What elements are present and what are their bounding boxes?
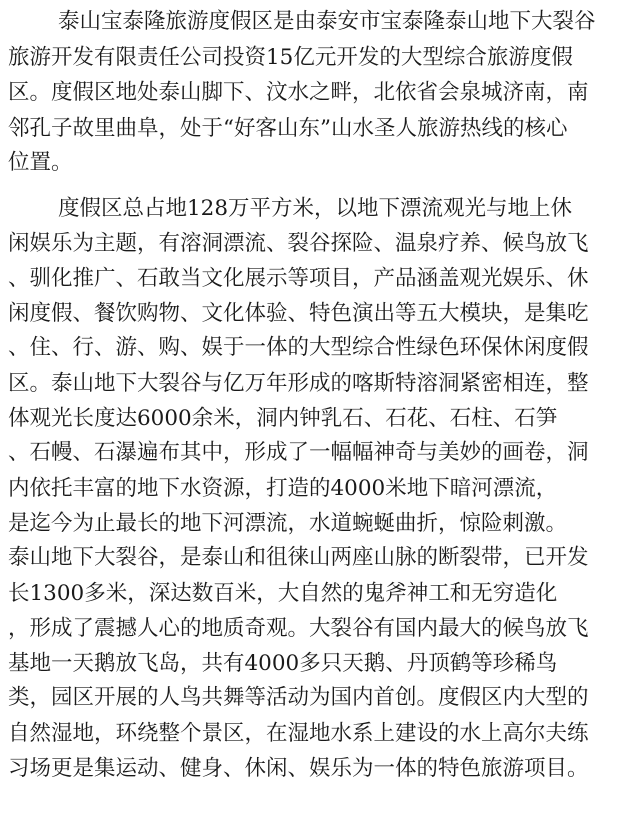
paragraph-1-line-3: 区。度假区地处泰山脚下、汶水之畔，北依省会泉城济南，南	[8, 80, 589, 105]
paragraph-2-line-6: 区。泰山地下大裂谷与亿万年形成的喀斯特溶洞紧密相连，整	[8, 371, 589, 396]
paragraph-2-line-10: 是迄今为止最长的地下河漂流，水道蜿蜒曲折，惊险刺激。	[8, 511, 568, 536]
paragraph-2-line-7: 体观光长度达6000余米，洞内钟乳石、石花、石柱、石笋	[8, 406, 558, 431]
paragraph-2-line-2: 闲娱乐为主题，有溶洞漂流、裂谷探险、温泉疗养、候鸟放飞	[8, 231, 589, 256]
paragraph-2-line-17: 习场更是集运动、健身、休闲、娱乐为一体的特色旅游项目。	[8, 756, 589, 781]
paragraph-2-line-8: 、石幔、石瀑遍布其中，形成了一幅幅神奇与美妙的画卷，洞	[8, 440, 589, 465]
paragraph-1-line-2: 旅游开发有限责任公司投资15亿元开发的大型综合旅游度假	[8, 45, 573, 70]
paragraph-1-line-4: 邻孔子故里曲阜，处于“好客山东”山水圣人旅游热线的核心	[8, 116, 568, 141]
paragraph-2-line-4: 闲度假、餐饮购物、文化体验、特色演出等五大模块，是集吃	[8, 301, 589, 326]
paragraph-2-line-14: 基地一天鹅放飞岛，共有4000多只天鹅、丹顶鹤等珍稀鸟	[8, 651, 558, 676]
paragraph-2-line-16: 自然湿地，环绕整个景区，在湿地水系上建设的水上高尔夫练	[8, 721, 589, 746]
paragraph-2-line-15: 类，园区开展的人鸟共舞等活动为国内首创。度假区内大型的	[8, 685, 589, 710]
paragraph-2-line-13: ，形成了震撼人心的地质奇观。大裂谷有国内最大的候鸟放飞	[8, 616, 589, 641]
paragraph-2-line-3: 、驯化推广、石敢当文化展示等项目，产品涵盖观光娱乐、休	[8, 266, 589, 291]
paragraph-1-line-5: 位置。	[8, 150, 73, 175]
paragraph-1-line-1: 泰山宝泰隆旅游度假区是由泰安市宝泰隆泰山地下大裂谷	[58, 9, 596, 34]
paragraph-2-line-1: 度假区总占地128万平方米，以地下漂流观光与地上休	[58, 196, 573, 221]
paragraph-2-line-5: 、住、行、游、购、娱于一体的大型综合性绿色环保休闲度假	[8, 335, 589, 360]
paragraph-2-line-11: 泰山地下大裂谷，是泰山和徂徕山两座山脉的断裂带，已开发	[8, 545, 589, 570]
paragraph-2-line-12: 长1300多米，深达数百米，大自然的鬼斧神工和无穷造化	[8, 581, 558, 606]
paragraph-2-line-9: 内依托丰富的地下水资源，打造的4000米地下暗河漂流，	[8, 476, 558, 501]
